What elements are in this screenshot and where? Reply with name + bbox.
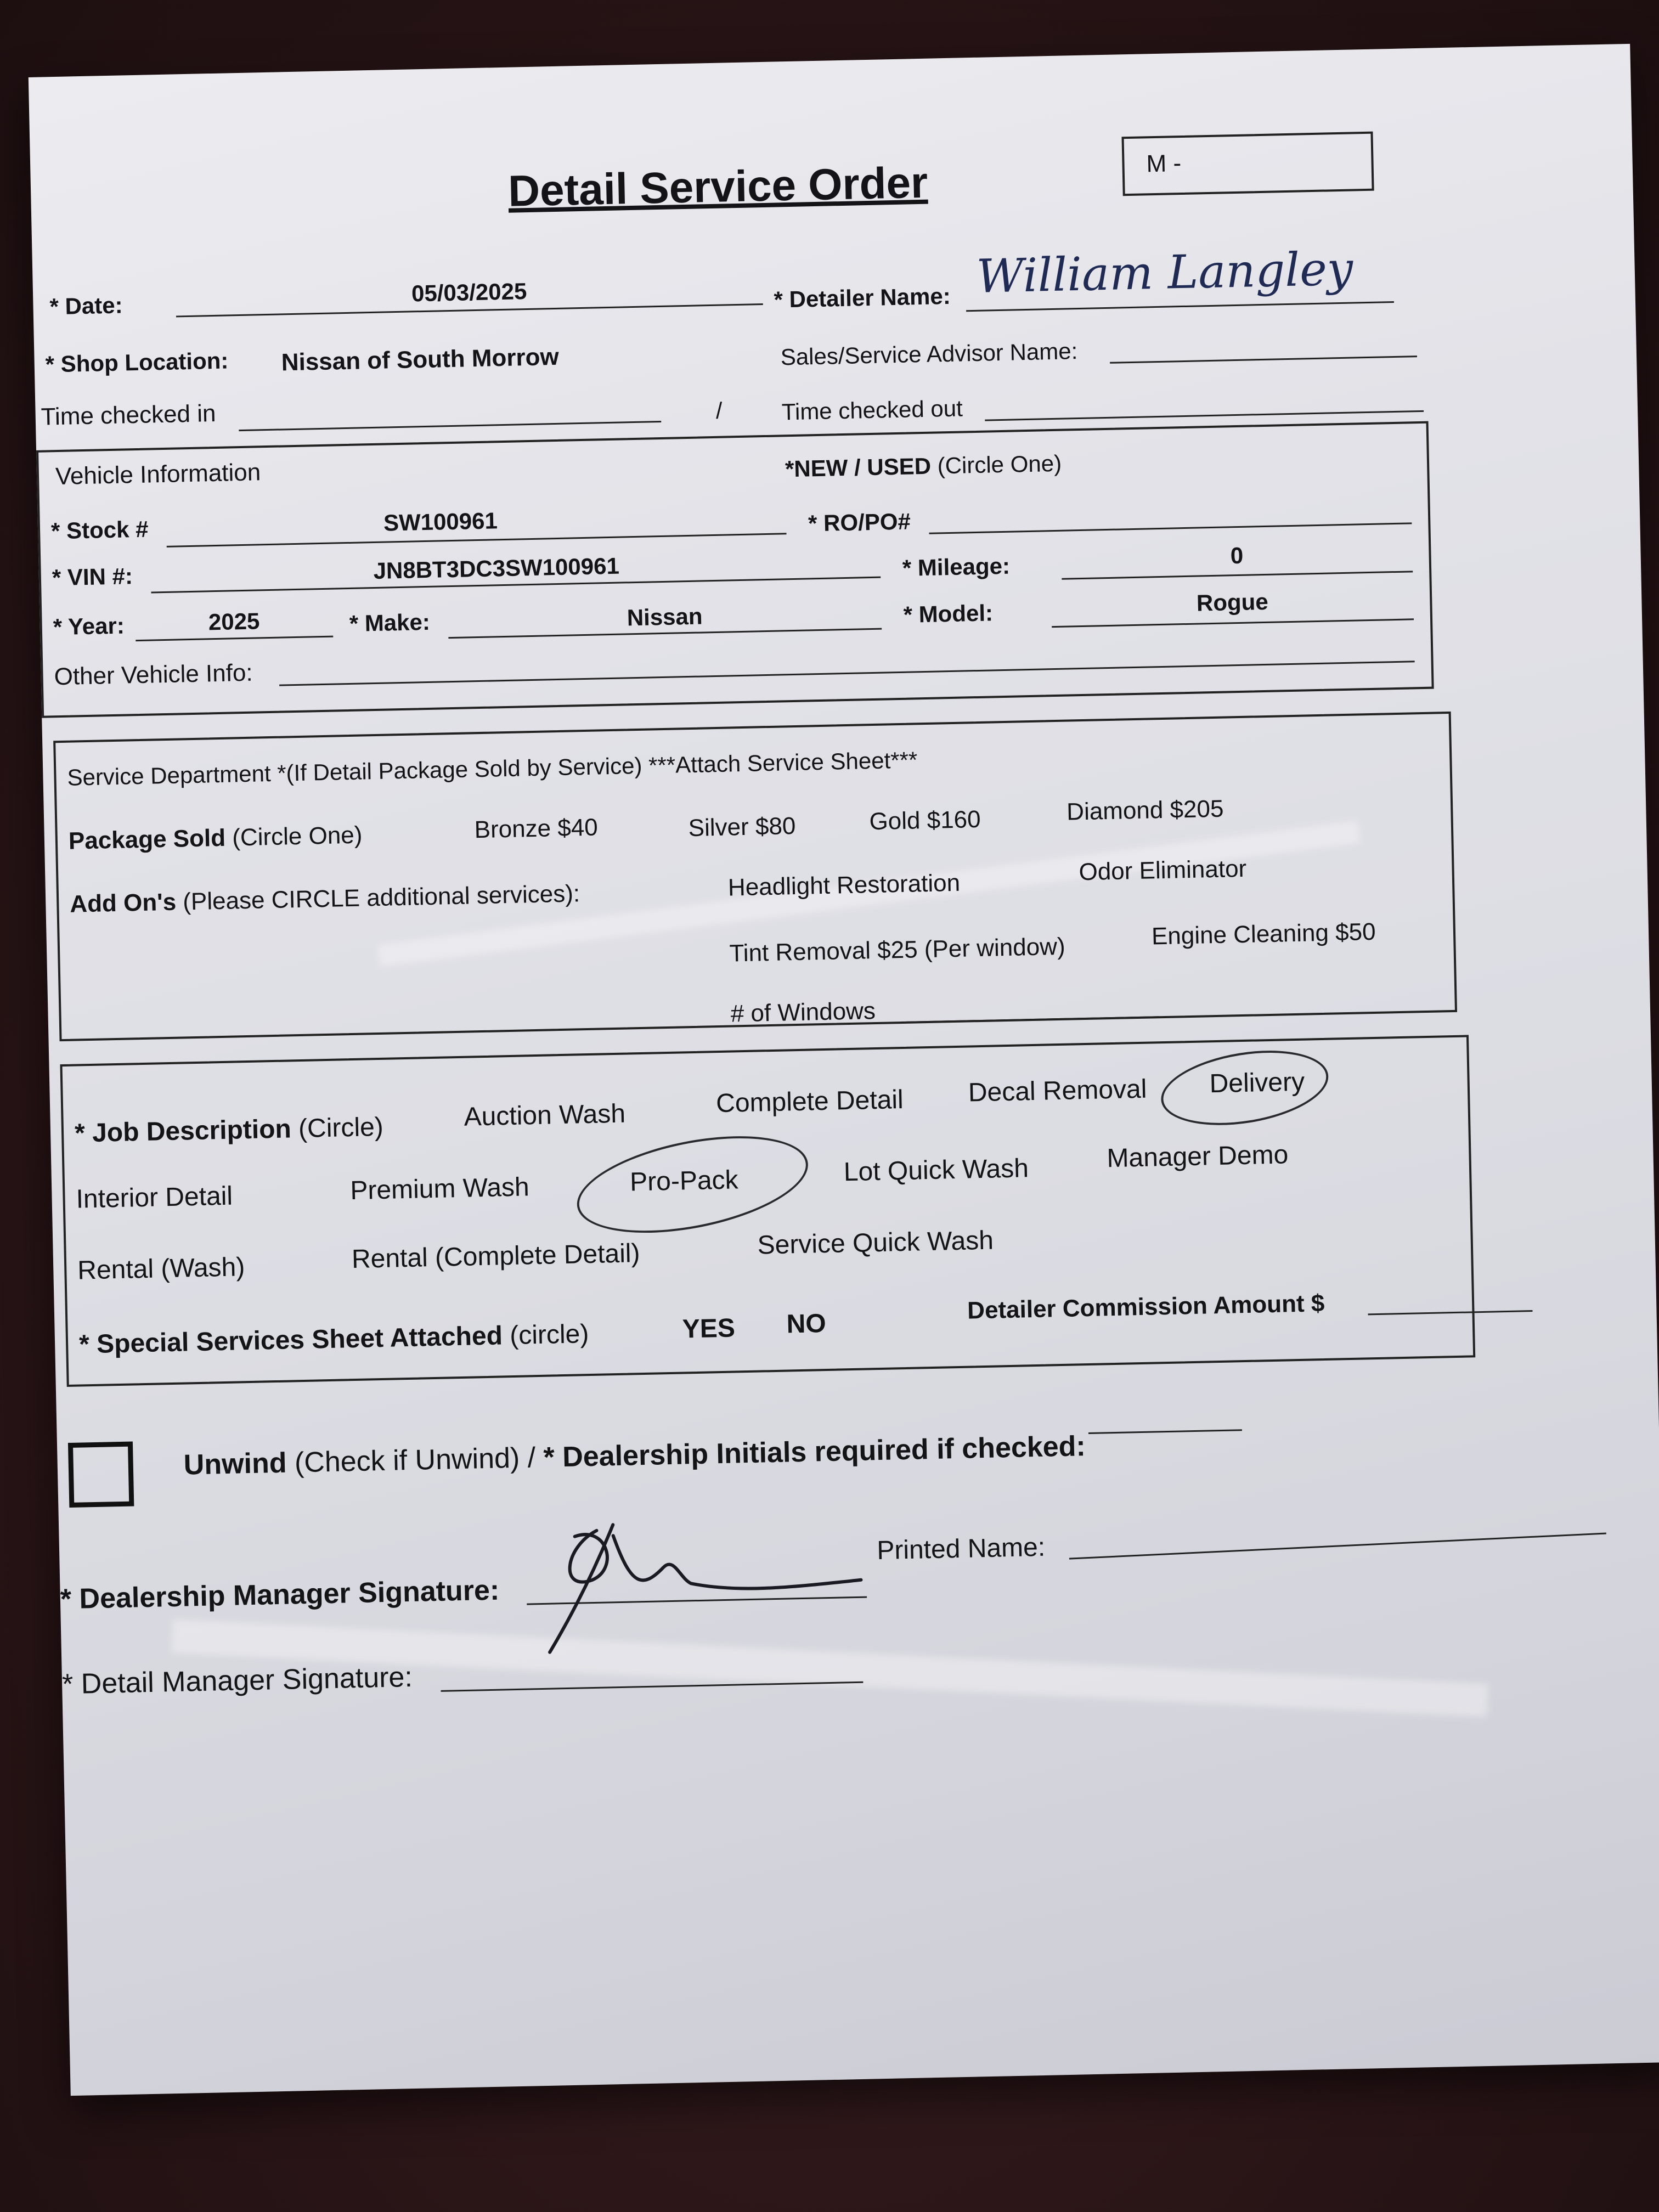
package-gold[interactable]: Gold $160	[869, 805, 981, 836]
ro-po-line[interactable]	[929, 522, 1412, 534]
ro-po-label: * RO/PO#	[808, 508, 911, 537]
time-out-label: Time checked out	[781, 395, 963, 425]
job-manager-demo[interactable]: Manager Demo	[1106, 1140, 1289, 1173]
order-number-prefix: M -	[1146, 150, 1182, 178]
vehicle-info-heading: Vehicle Information	[55, 459, 261, 490]
new-used-selector[interactable]	[785, 450, 1062, 483]
model-value[interactable]: Rogue	[1196, 588, 1269, 616]
year-line	[136, 636, 333, 642]
package-sold-hint: (Circle One)	[232, 821, 363, 851]
detailer-name-line	[966, 301, 1394, 312]
time-separator: /	[715, 397, 723, 424]
job-description-section	[60, 1035, 1475, 1387]
detailer-name-label: * Detailer Name:	[774, 283, 951, 313]
job-decal-removal[interactable]: Decal Removal	[968, 1074, 1147, 1108]
job-description-hint: (Circle)	[298, 1112, 384, 1144]
time-in-label: Time checked in	[41, 399, 216, 431]
vin-value[interactable]: JN8BT3DC3SW100961	[373, 552, 620, 584]
unwind-hint: (Check if Unwind) /	[294, 1442, 536, 1479]
order-number-box[interactable]	[1121, 132, 1374, 196]
special-services-label	[79, 1319, 589, 1359]
addon-headlight-restoration[interactable]: Headlight Restoration	[727, 869, 961, 901]
model-label: * Model:	[903, 600, 994, 628]
special-yes-option[interactable]: YES	[682, 1313, 736, 1344]
job-complete-detail[interactable]: Complete Detail	[715, 1085, 904, 1119]
mileage-label: * Mileage:	[902, 552, 1011, 581]
model-line	[1052, 618, 1414, 628]
package-sold-title: Package Sold	[68, 824, 226, 855]
time-in-line[interactable]	[239, 421, 661, 431]
job-rental-wash[interactable]: Rental (Wash)	[77, 1252, 245, 1285]
unwind-label: Unwind	[183, 1447, 287, 1481]
job-interior-detail[interactable]: Interior Detail	[76, 1181, 233, 1214]
job-auction-wash[interactable]: Auction Wash	[464, 1099, 626, 1132]
mileage-value[interactable]: 0	[1230, 542, 1244, 569]
vin-label: * VIN #:	[52, 563, 133, 591]
special-no-option[interactable]: NO	[786, 1309, 827, 1339]
addons-hint: (Please CIRCLE additional services):	[182, 880, 580, 916]
addon-odor-eliminator[interactable]: Odor Eliminator	[1079, 855, 1247, 886]
detail-manager-signature-label: * Detail Manager Signature:	[61, 1661, 413, 1701]
printed-name-line[interactable]	[1069, 1533, 1606, 1560]
dealership-initials-line[interactable]	[1088, 1429, 1242, 1434]
job-description-title: * Job Description	[74, 1114, 292, 1148]
job-service-quick-wash[interactable]: Service Quick Wash	[757, 1226, 994, 1260]
new-used-hint: (Circle One)	[937, 450, 1062, 479]
job-lot-quick-wash[interactable]: Lot Quick Wash	[843, 1154, 1029, 1187]
date-label: * Date:	[49, 292, 123, 320]
package-diamond[interactable]: Diamond $205	[1066, 795, 1224, 826]
package-silver[interactable]: Silver $80	[688, 812, 796, 842]
job-premium-wash[interactable]: Premium Wash	[349, 1172, 530, 1206]
special-services-title: * Special Services Sheet Attached	[78, 1321, 503, 1359]
job-pro-pack[interactable]: Pro-Pack	[629, 1165, 739, 1197]
vehicle-information-section	[36, 421, 1434, 718]
addons-label	[70, 880, 580, 918]
printed-name-label: Printed Name:	[876, 1532, 1046, 1566]
service-order-form	[29, 44, 1659, 2096]
service-department-section	[53, 712, 1457, 1041]
commission-line[interactable]	[1368, 1310, 1533, 1315]
unwind-row	[183, 1430, 1086, 1481]
windows-line[interactable]	[901, 1016, 1159, 1023]
special-services-hint: (circle)	[509, 1319, 589, 1351]
package-bronze[interactable]: Bronze $40	[474, 814, 599, 844]
job-rental-complete-detail[interactable]: Rental (Complete Detail)	[351, 1239, 641, 1274]
unwind-checkbox[interactable]	[68, 1442, 134, 1508]
time-out-line[interactable]	[985, 410, 1424, 421]
windows-label: # of Windows	[730, 997, 876, 1028]
addon-engine-cleaning[interactable]: Engine Cleaning $50	[1151, 918, 1376, 950]
date-value[interactable]: 05/03/2025	[411, 278, 527, 307]
form-title: Detail Service Order	[507, 157, 928, 216]
dealership-manager-signature-label: * Dealership Manager Signature:	[60, 1574, 500, 1616]
make-value[interactable]: Nissan	[627, 603, 703, 631]
new-used-label: *NEW / USED	[785, 453, 932, 482]
other-vehicle-info-label: Other Vehicle Info:	[54, 659, 253, 691]
commission-label: Detailer Commission Amount $	[967, 1289, 1325, 1324]
stock-label: * Stock #	[50, 516, 149, 544]
dealership-manager-signature	[531, 1508, 874, 1663]
package-sold-label	[68, 822, 362, 855]
year-value[interactable]: 2025	[208, 608, 260, 635]
shop-location-value[interactable]: Nissan of South Morrow	[281, 343, 560, 376]
year-label: * Year:	[53, 612, 125, 640]
dealership-initials-label: * Dealership Initials required if checked:	[543, 1430, 1086, 1474]
addons-title: Add On's	[69, 888, 177, 918]
detailer-name-handwriting[interactable]: William Langley	[975, 241, 1354, 303]
service-heading: Service Department *(If Detail Package Sold by Service) ***Attach Service Sheet***	[67, 747, 918, 791]
mileage-line	[1062, 571, 1413, 579]
stock-value[interactable]: SW100961	[383, 507, 498, 536]
shop-location-label: * Shop Location:	[45, 347, 229, 377]
addon-tint-removal[interactable]: Tint Removal $25 (Per window)	[729, 933, 1066, 967]
detail-manager-signature-line[interactable]	[441, 1681, 864, 1692]
job-description-label	[75, 1112, 384, 1149]
other-vehicle-info-line[interactable]	[279, 661, 1415, 686]
advisor-name-label: Sales/Service Advisor Name:	[780, 338, 1078, 370]
job-delivery[interactable]: Delivery	[1209, 1067, 1305, 1099]
advisor-name-line[interactable]	[1110, 356, 1417, 364]
make-label: * Make:	[349, 608, 431, 636]
